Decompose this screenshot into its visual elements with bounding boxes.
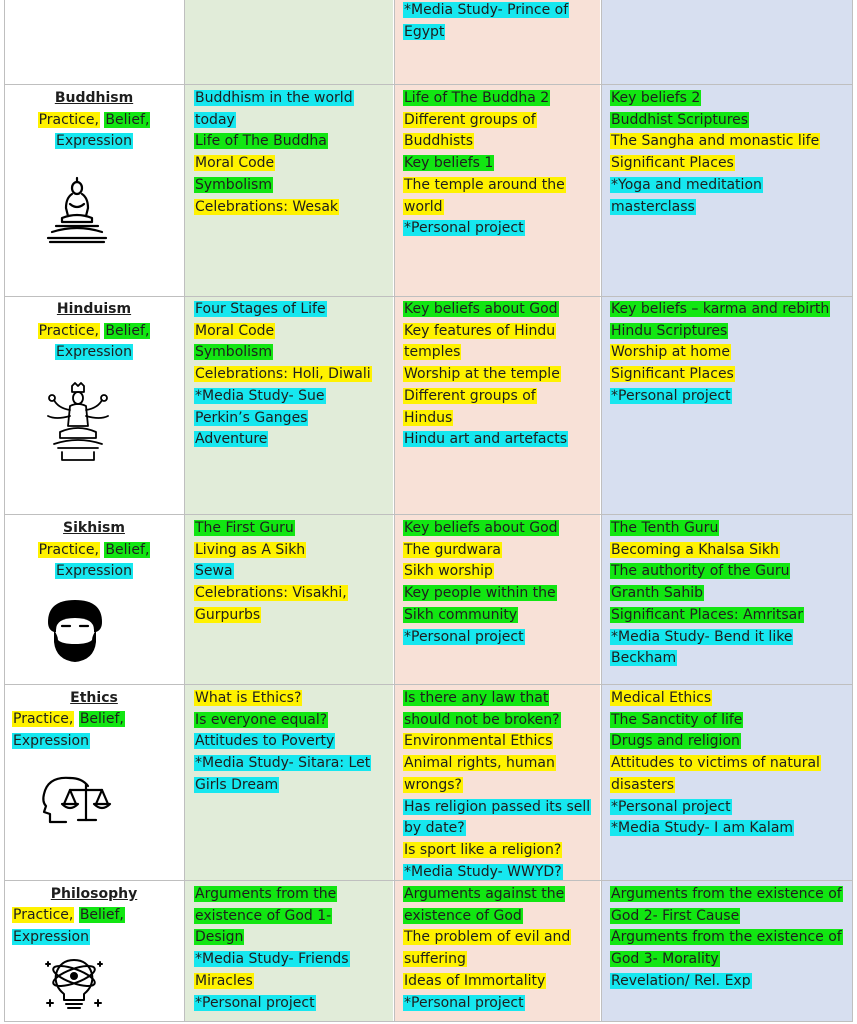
hindu-deity-icon bbox=[42, 382, 114, 466]
topic-item: Ideas of Immortality bbox=[404, 972, 546, 989]
topic-item: Living as A Sikh bbox=[195, 541, 306, 558]
topic-item: Celebrations: Holi, Diwali bbox=[195, 366, 371, 383]
topic-item: The Sanctity of life bbox=[611, 711, 743, 728]
buddhism-term-2 bbox=[403, 88, 588, 240]
topic-item: The temple around the world bbox=[404, 176, 565, 215]
topic-item: The authority of the Guru Granth Sahib bbox=[611, 563, 790, 602]
topic-item: Different groups of Buddhists bbox=[404, 111, 536, 150]
topic-item: Key beliefs 2 bbox=[611, 90, 701, 106]
topic-item: The problem of evil and suffering bbox=[404, 929, 571, 968]
tag-practice: Practice, bbox=[38, 541, 99, 558]
tag-belief: Belief, bbox=[105, 541, 150, 558]
philosophy-term-3 bbox=[610, 884, 848, 993]
hinduism-term-3 bbox=[610, 299, 848, 408]
topic-item: *Media Study- Friends bbox=[195, 951, 349, 968]
tag-expression: Expression bbox=[13, 732, 89, 749]
topic-item: Life of The Buddha 2 bbox=[404, 90, 550, 106]
topic-item: Four Stages of Life bbox=[195, 301, 326, 317]
topic-item: The First Guru bbox=[195, 520, 294, 536]
topic-title: Hinduism bbox=[56, 301, 132, 317]
topic-item: Hindu art and artefacts bbox=[404, 431, 567, 448]
row-divider bbox=[4, 84, 852, 85]
hinduism-term-2 bbox=[403, 299, 588, 451]
row-divider bbox=[4, 296, 852, 297]
topic-item: Significant Places: Amritsar bbox=[611, 606, 803, 623]
ethics-head-scales-icon bbox=[40, 772, 112, 826]
grid-line bbox=[4, 0, 5, 1022]
topic-item: *Personal project bbox=[404, 220, 524, 237]
buddhism-term-1 bbox=[194, 88, 384, 218]
tag-expression: Expression bbox=[56, 344, 132, 361]
row-divider bbox=[4, 684, 852, 685]
topic-title: Buddhism bbox=[54, 90, 134, 106]
topic-item: Symbolism bbox=[195, 344, 272, 361]
topic-item: Buddhist Scriptures bbox=[611, 111, 749, 128]
topic-item: Is there any law that should not be broken? bbox=[404, 690, 560, 728]
philosophy-bulb-icon bbox=[44, 954, 104, 1016]
grid-line bbox=[852, 0, 853, 1022]
topic-item: Significant Places bbox=[611, 155, 734, 172]
tag-expression: Expression bbox=[56, 563, 132, 580]
topic-item: Is sport like a religion? bbox=[404, 841, 562, 858]
topic-item: Key beliefs about God bbox=[404, 301, 558, 317]
tag-practice: Practice, bbox=[13, 711, 74, 727]
topic-item: Symbolism bbox=[195, 176, 272, 193]
topic-heading-buddhism bbox=[4, 88, 184, 153]
topic-item: *Media Study- Sue Perkin’s Ganges Adventure bbox=[195, 387, 325, 448]
hinduism-term-1 bbox=[194, 299, 384, 451]
grid-line bbox=[394, 0, 395, 1022]
topic-item: Different groups of Hindus bbox=[404, 387, 536, 426]
topic-item: Life of The Buddha bbox=[195, 133, 327, 150]
top-row-term-2 bbox=[403, 0, 593, 43]
buddhism-term-3 bbox=[610, 88, 848, 218]
tag-expression: Expression bbox=[13, 928, 89, 945]
grid-line bbox=[184, 0, 185, 1022]
tag-practice: Practice, bbox=[38, 111, 99, 128]
topic-item: Environmental Ethics bbox=[404, 733, 553, 750]
buddha-statue-icon bbox=[44, 174, 110, 246]
topic-item: Significant Places bbox=[611, 366, 734, 383]
topic-item: Revelation/ Rel. Exp bbox=[611, 972, 751, 989]
sikhism-term-3 bbox=[610, 518, 848, 670]
topic-item: Miracles bbox=[195, 972, 253, 989]
topic-tags-ethics bbox=[4, 709, 184, 752]
ethics-term-3 bbox=[610, 688, 848, 840]
topic-item: *Media Study- WWYD? bbox=[404, 863, 562, 880]
topic-item: Buddhism in the world today bbox=[195, 90, 353, 128]
topic-item: Worship at home bbox=[611, 344, 730, 361]
grid-line bbox=[601, 0, 602, 1022]
topic-item: What is Ethics? bbox=[195, 690, 302, 706]
topic-item: Attitudes to Poverty bbox=[195, 733, 335, 750]
tag-expression: Expression bbox=[56, 133, 132, 150]
topic-item: *Personal project bbox=[404, 628, 524, 645]
topic-item: Becoming a Khalsa Sikh bbox=[611, 541, 779, 558]
topic-item: *Personal project bbox=[404, 994, 524, 1011]
topic-title: Ethics bbox=[70, 690, 118, 706]
sikhism-term-1 bbox=[194, 518, 384, 627]
topic-item: Celebrations: Wesak bbox=[195, 198, 339, 215]
topic-item: Sewa bbox=[195, 563, 233, 580]
tag-belief: Belief, bbox=[79, 907, 124, 923]
topic-item: *Media Study- Sitara: Let Girls Dream bbox=[195, 755, 371, 793]
topic-item: Sikh worship bbox=[404, 563, 493, 580]
tag-practice: Practice, bbox=[38, 322, 99, 339]
topic-title: Philosophy bbox=[50, 886, 138, 902]
philosophy-term-2 bbox=[403, 884, 588, 1014]
ethics-term-1 bbox=[194, 688, 384, 797]
topic-item: Key beliefs – karma and rebirth bbox=[611, 301, 830, 317]
topic-title: Sikhism bbox=[63, 520, 125, 536]
top-row-item: *Media Study- Prince of Egypt bbox=[404, 2, 569, 40]
topic-item: *Personal project bbox=[195, 994, 315, 1011]
topic-item: Key people within the Sikh community bbox=[404, 585, 556, 623]
topic-item: Key beliefs about God bbox=[404, 520, 558, 536]
topic-heading-hinduism bbox=[4, 299, 184, 364]
sikhism-term-2 bbox=[403, 518, 588, 648]
topic-heading-philosophy bbox=[4, 884, 184, 906]
topic-item: Has religion passed its sell by date? bbox=[404, 798, 591, 837]
topic-item: Arguments from the existence of God 2- First Cause bbox=[611, 886, 842, 924]
ethics-term-2 bbox=[403, 688, 595, 883]
topic-item: *Personal project bbox=[611, 387, 731, 404]
topic-item: *Media Study- Bend it like Beckham bbox=[611, 628, 793, 667]
topic-item: *Yoga and meditation masterclass bbox=[611, 176, 762, 215]
topic-item: Celebrations: Visakhi, Gurpurbs bbox=[195, 585, 347, 623]
topic-item: The gurdwara bbox=[404, 541, 502, 558]
tag-belief: Belief, bbox=[79, 711, 124, 727]
topic-tags-philosophy bbox=[4, 905, 184, 948]
topic-item: *Media Study- I am Kalam bbox=[611, 820, 794, 837]
tag-practice: Practice, bbox=[13, 907, 74, 923]
topic-column bbox=[4, 0, 184, 1022]
topic-item: Moral Code bbox=[195, 155, 275, 172]
topic-heading-sikhism bbox=[4, 518, 184, 583]
topic-item: The Tenth Guru bbox=[611, 520, 719, 536]
row-divider bbox=[4, 514, 852, 515]
philosophy-term-1 bbox=[194, 884, 384, 1014]
topic-item: *Personal project bbox=[611, 798, 731, 815]
sikh-face-icon bbox=[44, 596, 106, 664]
topic-heading-ethics bbox=[4, 688, 184, 710]
topic-item: Moral Code bbox=[195, 322, 275, 339]
topic-item: Drugs and religion bbox=[611, 733, 740, 750]
topic-item: The Sangha and monastic life bbox=[611, 133, 820, 150]
topic-item: Arguments from the existence of God 1- Design bbox=[195, 886, 337, 946]
topic-item: Is everyone equal? bbox=[195, 711, 328, 728]
row-divider bbox=[4, 1021, 852, 1022]
topic-item: Worship at the temple bbox=[404, 366, 560, 383]
topic-item: Attitudes to victims of natural disasters bbox=[611, 755, 820, 793]
topic-item: Key beliefs 1 bbox=[404, 155, 494, 172]
tag-belief: Belief, bbox=[105, 322, 150, 339]
topic-item: Key features of Hindu temples bbox=[404, 322, 556, 361]
topic-item: Medical Ethics bbox=[611, 690, 712, 706]
topic-item: Arguments against the existence of God bbox=[404, 886, 565, 924]
tag-belief: Belief, bbox=[105, 111, 150, 128]
topic-item: Animal rights, human wrongs? bbox=[404, 755, 555, 793]
topic-item: Hindu Scriptures bbox=[611, 322, 728, 339]
topic-item: Arguments from the existence of God 3- Morality bbox=[611, 929, 842, 968]
